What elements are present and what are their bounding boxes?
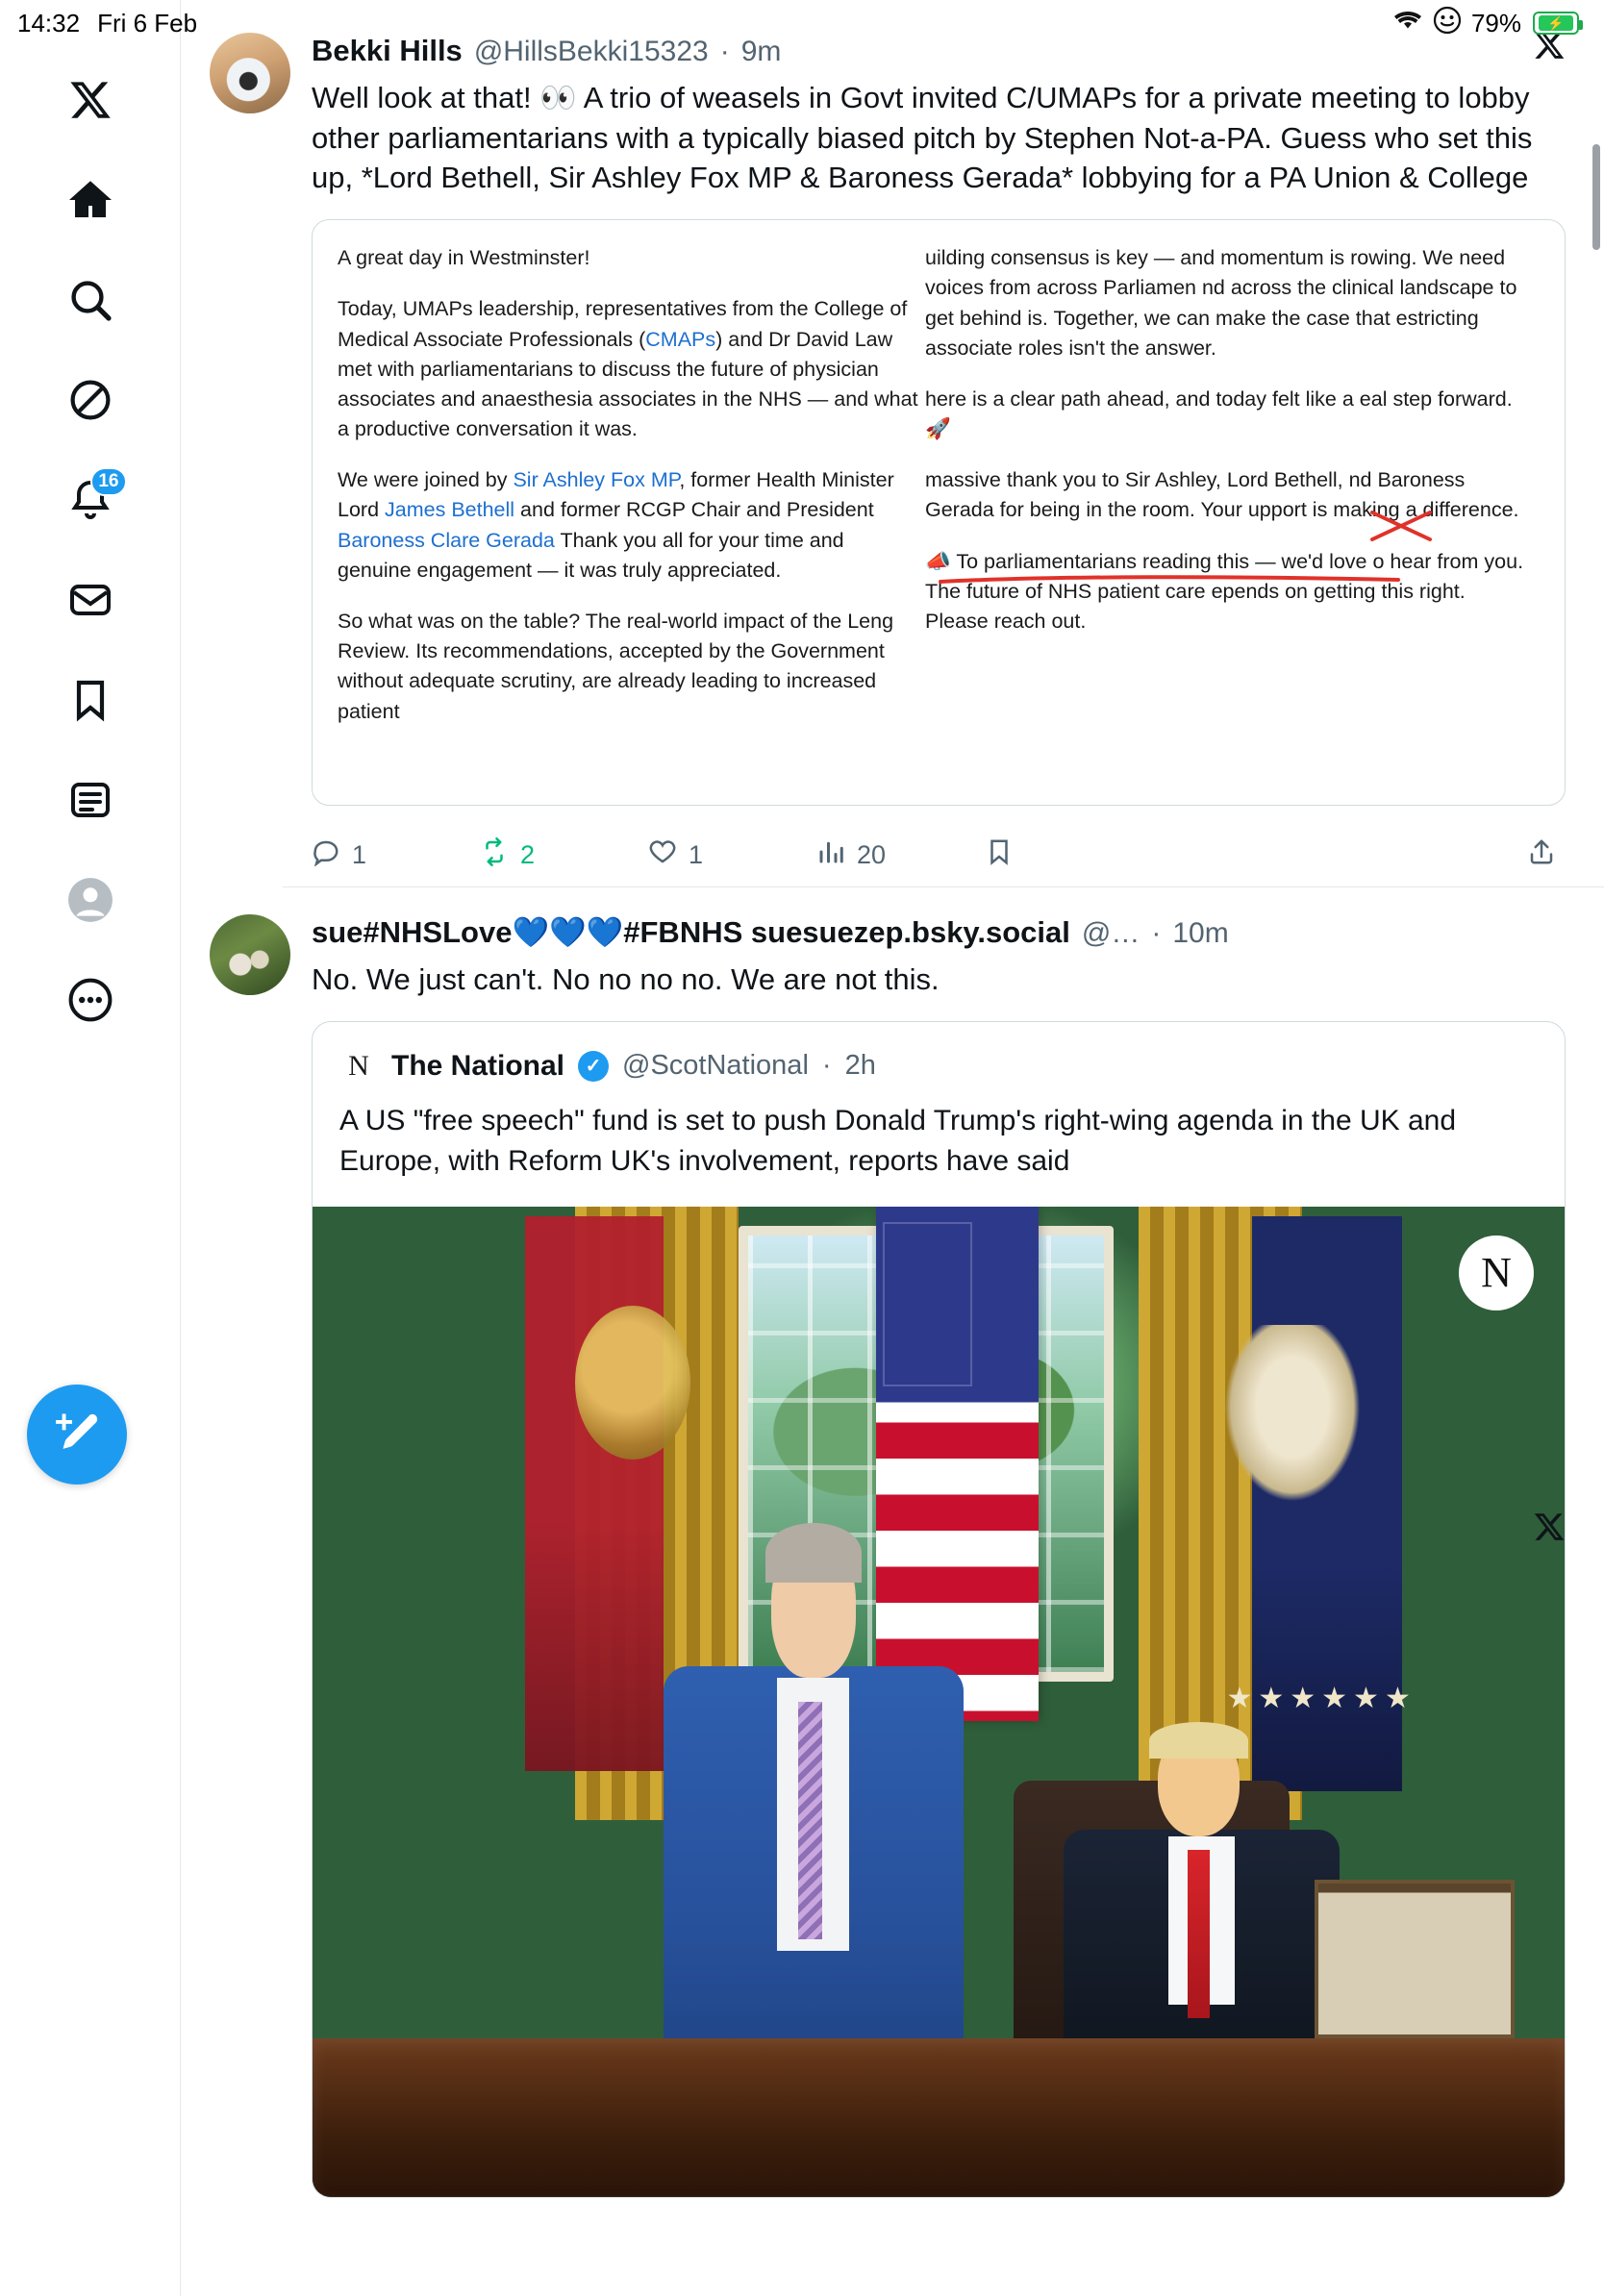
post-item[interactable] (181, 0, 1604, 887)
tie (798, 1702, 822, 1939)
compose-post-button[interactable] (27, 1385, 127, 1485)
views-icon (816, 837, 845, 873)
grok-icon (67, 377, 113, 423)
sc-p2b: , former Health Minister Lord (338, 468, 894, 522)
reply-icon (312, 837, 340, 873)
figure-seated-man (1064, 1722, 1339, 2059)
sc-p2c: and former RCGP Chair and President (514, 498, 874, 522)
views-count: 20 (857, 839, 887, 869)
share-icon (1527, 837, 1556, 873)
more-icon (67, 977, 113, 1023)
home-icon (67, 177, 113, 223)
quoted-post-text: A US "free speech" fund is set to push Donald Trump's right-wing agenda in the UK and Europe, with Reform UK's involvement, reports have said (339, 1104, 1457, 1177)
status-date: Fri 6 Feb (97, 8, 198, 37)
sc-link-cmaps[interactable]: CMAPs (645, 327, 716, 351)
separator-dot: · (1151, 917, 1162, 950)
post-body (312, 914, 1566, 2198)
quoted-author-handle[interactable]: @ScotNational (622, 1050, 809, 1082)
like-button[interactable] (648, 837, 816, 873)
compose-icon (52, 1408, 102, 1462)
post-body (312, 33, 1566, 887)
post-text: No. We just can't. No no no no. We are not this. (312, 962, 940, 997)
sc-p2d: Thank you all for your time and genuine engagement — it was truly appreciated. (338, 528, 844, 582)
post-item[interactable] (181, 887, 1604, 2198)
author-name[interactable]: sue#NHSLove💙💙💙#FBNHS suesuezep.bsky.social (312, 915, 1070, 950)
hair (1149, 1722, 1248, 1759)
screenshot-r-paragraph-1: uilding consensus is key — and momentum is rowing. We need voices from across Parliamen nd across the clinical landscape to get behind is. Together, we can make the case that estricting associate roles isn't the answer. (925, 246, 1517, 360)
sc-r-p4a: 📣 To parliamentarians reading this (925, 549, 1250, 573)
bookmark-icon (985, 837, 1014, 873)
x-logo-icon (68, 78, 113, 122)
quoted-author-name[interactable]: The National (391, 1049, 565, 1082)
seal-left (575, 1306, 690, 1460)
notification-badge: 16 (90, 467, 126, 496)
sidebar-nav (0, 0, 181, 1240)
flag-left (525, 1216, 663, 1771)
screenshot-r-paragraph-2: here is a clear path ahead, and today felt like a eal step forward. 🚀 (925, 387, 1513, 441)
avatar[interactable] (210, 914, 290, 995)
screenshot-left-column (313, 220, 939, 805)
sidebar-item-search[interactable] (44, 254, 137, 346)
search-icon (67, 277, 113, 323)
reply-button[interactable] (312, 837, 480, 873)
screenshot-r-paragraph-3: massive thank you to Sir Ashley, Lord Bethell, nd Baroness Gerada for being in the room. Your upport is making a difference. (925, 468, 1519, 522)
status-left (17, 9, 197, 38)
author-name[interactable]: Bekki Hills (312, 34, 463, 67)
sc-link-clare-gerada[interactable]: Baroness Clare Gerada (338, 528, 555, 552)
hair (765, 1523, 862, 1583)
battery-icon (1533, 12, 1579, 35)
separator-dot: · (719, 36, 730, 67)
screenshot-paragraph-1 (338, 294, 921, 444)
like-icon (648, 837, 677, 873)
screenshot-r-paragraph-4 (925, 547, 1534, 637)
repost-icon (480, 837, 509, 873)
sidebar-item-logo-x[interactable] (44, 54, 137, 146)
figure-standing-man (664, 1523, 964, 2117)
national-logo-icon: N (348, 1049, 369, 1082)
separator-dot: · (821, 1050, 832, 1082)
scrollbar[interactable] (1592, 144, 1600, 250)
like-count: 1 (689, 839, 704, 869)
sidebar-item-notifications[interactable] (44, 454, 137, 546)
red-tie (1188, 1850, 1210, 2018)
presidential-seal (1220, 1325, 1365, 1508)
sc-r-p4b: — we'd love o hear from you. The future of NHS patient care epends on getting this right. Please reach out. (925, 549, 1524, 633)
sidebar-item-grok[interactable] (44, 354, 137, 446)
repost-button[interactable] (480, 837, 648, 873)
lists-icon (67, 777, 113, 823)
views-button[interactable] (816, 837, 985, 873)
red-underline-annotation-icon (939, 574, 1400, 586)
sidebar-item-bookmarks[interactable] (44, 654, 137, 746)
quoted-post-card[interactable] (312, 1021, 1566, 2198)
quoted-post-image[interactable] (313, 1207, 1565, 2197)
sc-link-james-bethell[interactable]: James Bethell (385, 498, 515, 522)
author-handle[interactable]: @HillsBekki15323 (473, 36, 709, 67)
sidebar-item-profile[interactable] (44, 854, 137, 946)
wifi-icon (1392, 9, 1423, 38)
verified-badge-icon: ✓ (578, 1051, 609, 1082)
publisher-watermark-icon: N (1459, 1235, 1534, 1310)
reply-count: 1 (352, 839, 367, 869)
sidebar-item-home[interactable] (44, 154, 137, 246)
bookmark-icon (67, 677, 113, 723)
envelope-icon (67, 577, 113, 623)
resolute-desk (313, 2038, 1565, 2197)
embedded-screenshot-card[interactable] (312, 219, 1566, 806)
sc-p1b: ) and Dr David Law met with parliamentarians to discuss the future of physician associates and anaesthesia associates in the NHS — and what a productive conversation it was. (338, 327, 918, 441)
post-action-bar (312, 823, 1566, 886)
charging-bolt-icon: ⚡ (1539, 15, 1573, 31)
sidebar-item-more[interactable] (44, 954, 137, 1046)
quoted-timestamp: 2h (844, 1050, 876, 1082)
share-button[interactable] (1527, 837, 1556, 873)
profile-avatar-icon (66, 876, 114, 924)
timestamp: 9m (740, 36, 782, 67)
battery-percent: 79% (1470, 8, 1521, 37)
status-time: 14:32 (17, 8, 81, 37)
bookmark-button[interactable] (985, 837, 1153, 873)
sc-p2a: We were joined by (338, 468, 514, 492)
author-handle[interactable]: @… (1081, 917, 1140, 950)
status-right (1392, 6, 1579, 41)
post-header (312, 914, 1566, 952)
screenshot-paragraph-2 (338, 465, 921, 586)
quoted-post-header (313, 1022, 1565, 1091)
sc-p1a: Today, UMAPs leadership, representatives from the College of Medical Associate Professionals ( (338, 297, 908, 351)
screenshot-paragraph-3: So what was on the table? The real-world impact of the Leng Review. Its recommendations, accepted by the Government without adequate scrutiny, are already leading to increased patient (338, 610, 894, 723)
status-bar (0, 0, 1604, 46)
sc-link-ashley-fox[interactable]: Sir Ashley Fox MP (513, 468, 680, 492)
screenshot-right-column (925, 220, 1551, 805)
smiley-face-icon (1433, 6, 1462, 41)
timeline (181, 0, 1604, 2296)
sidebar-item-lists[interactable] (44, 754, 137, 846)
flag-stars: ★★★★★★ (1226, 1683, 1416, 1715)
photo-frames (1315, 1880, 1515, 2038)
post-dismiss-x-icon[interactable] (1533, 1510, 1566, 1552)
repost-count: 2 (520, 839, 536, 869)
screenshot-heading: A great day in Westminster! (338, 246, 590, 270)
post-text: Well look at that! 👀 A trio of weasels in Govt invited C/UMAPs for a private meeting to lobby other parliamentarians with a typically biased pitch by Stephen Not-a-PA. Guess who set this up, *Lord Bethell, Sir Ashley Fox MP & Baroness Gerada* lobbying for a PA Union & College (312, 80, 1533, 195)
timestamp: 10m (1172, 917, 1229, 950)
sidebar-item-messages[interactable] (44, 554, 137, 646)
